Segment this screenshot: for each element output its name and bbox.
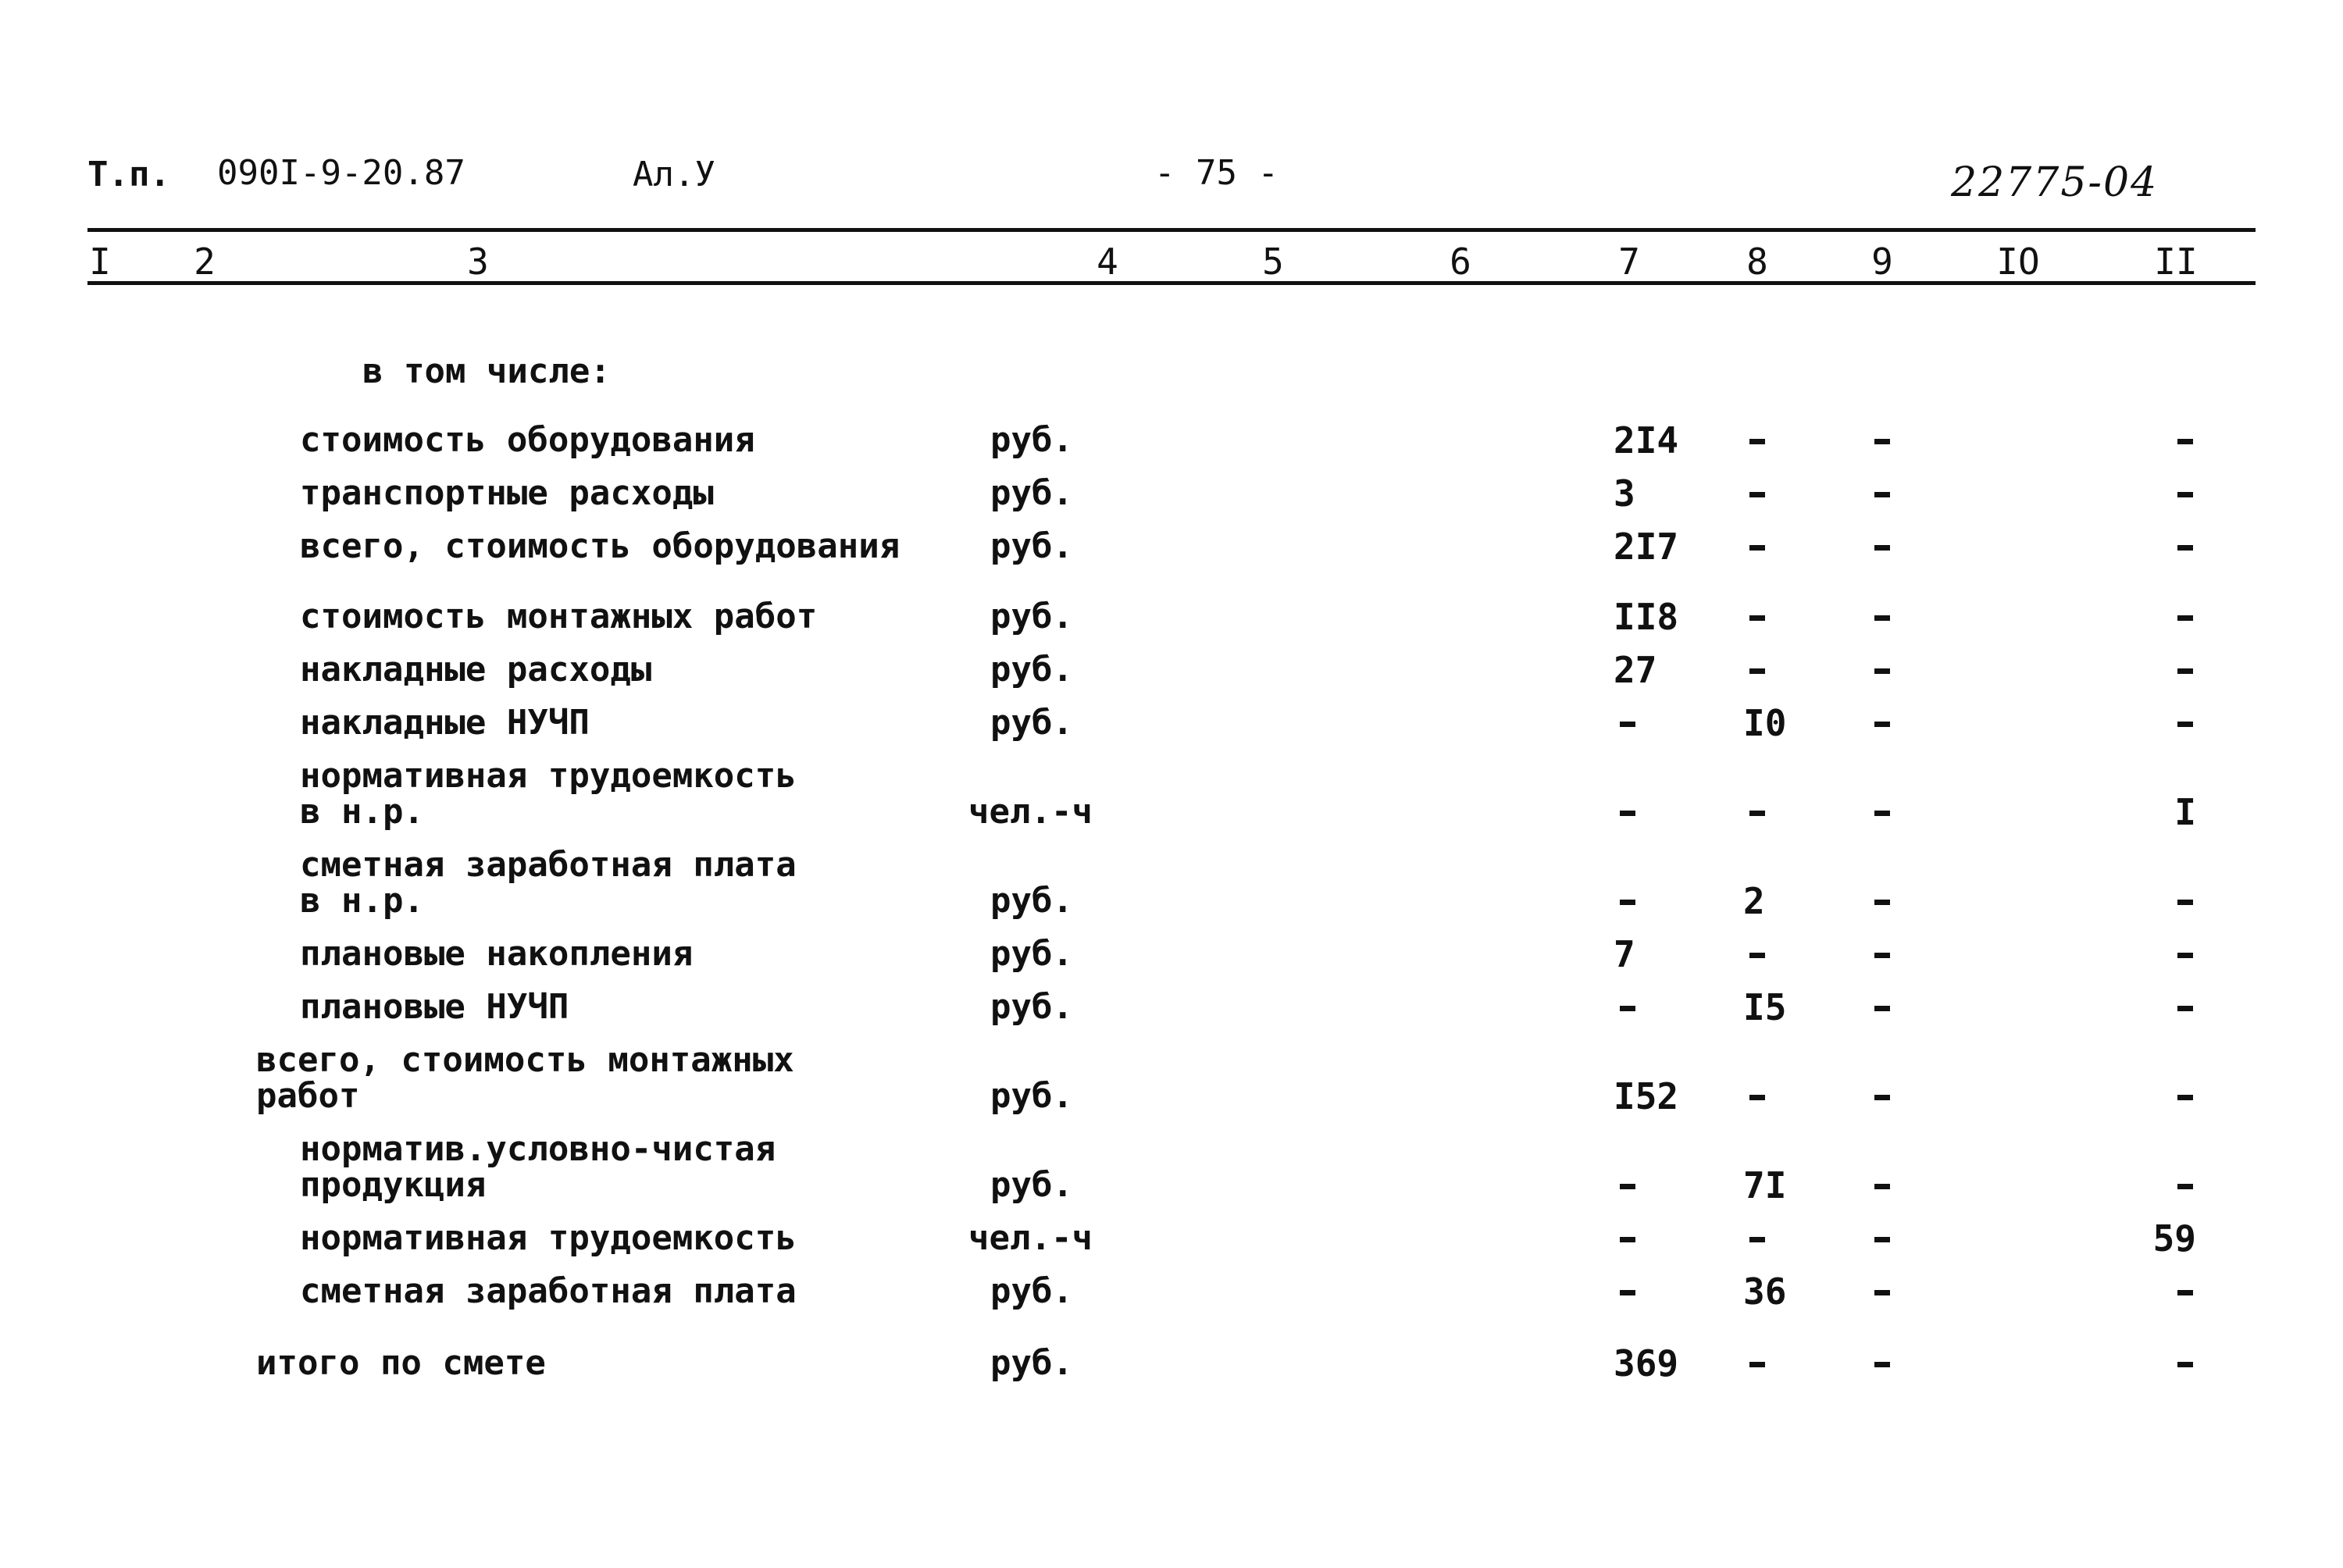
cell-col11 — [2177, 1362, 2193, 1367]
cell-col11 — [2177, 439, 2193, 444]
column-number: 4 — [1097, 241, 1118, 283]
column-number: IO — [1996, 241, 2040, 283]
cell-col8: I0 — [1743, 702, 1787, 744]
row-label: сметная заработная плата — [300, 845, 797, 885]
cell-col11 — [2177, 1184, 2193, 1189]
row-unit: руб. — [990, 881, 1073, 921]
cell-col7 — [1620, 811, 1635, 816]
cell-col7 — [1620, 1006, 1635, 1011]
cell-col9 — [1874, 615, 1890, 621]
row-label: накладные НУЧП — [300, 703, 590, 743]
row-label: плановые накопления — [300, 934, 694, 974]
row-label: работ — [256, 1076, 360, 1116]
row-label: плановые НУЧП — [300, 987, 569, 1027]
cell-col9 — [1874, 1237, 1890, 1242]
cell-col7 — [1620, 1290, 1635, 1295]
row-label: стоимость монтажных работ — [300, 597, 818, 636]
column-number: 8 — [1746, 241, 1768, 283]
row-unit: руб. — [990, 1271, 1073, 1311]
cell-col11 — [2177, 545, 2193, 551]
cell-col8: 2 — [1743, 880, 1765, 922]
row-unit: руб. — [990, 473, 1073, 513]
cell-col7: 27 — [1614, 649, 1657, 691]
column-number: 2 — [194, 241, 216, 283]
cell-col9 — [1874, 545, 1890, 551]
row-unit: руб. — [990, 934, 1073, 974]
section-label: в том числе: — [362, 351, 611, 391]
cell-col9 — [1874, 953, 1890, 958]
row-label: накладные расходы — [300, 650, 652, 690]
cell-col8 — [1749, 1095, 1765, 1100]
row-label: транспортные расходы — [300, 473, 714, 513]
header-top-rule — [87, 228, 2256, 232]
column-number: 3 — [467, 241, 489, 283]
cell-col7: 7 — [1614, 933, 1635, 975]
row-label: в н.р. — [300, 792, 424, 832]
row-unit: руб. — [990, 1076, 1073, 1116]
cell-col8 — [1749, 953, 1765, 958]
row-unit: руб. — [990, 420, 1073, 460]
row-label: норматив.условно-чистая — [300, 1129, 776, 1169]
cell-col8: I5 — [1743, 986, 1787, 1028]
row-label: итого по смете — [256, 1343, 546, 1383]
row-unit: руб. — [990, 526, 1073, 566]
column-number: II — [2154, 241, 2198, 283]
cell-col11: 59 — [2152, 1217, 2196, 1260]
cell-col9 — [1874, 668, 1890, 674]
cell-col11 — [2177, 953, 2193, 958]
doc-code: 090I-9-20.87 — [217, 153, 465, 193]
cell-col9 — [1874, 722, 1890, 727]
cell-col11 — [2177, 1095, 2193, 1100]
row-unit: чел.-ч — [968, 1218, 1093, 1258]
cell-col8 — [1749, 439, 1765, 444]
cell-col9 — [1874, 439, 1890, 444]
cell-col9 — [1874, 1184, 1890, 1189]
cell-col9 — [1874, 1362, 1890, 1367]
cell-col8 — [1749, 492, 1765, 497]
cell-col11 — [2177, 1290, 2193, 1295]
column-number: 9 — [1871, 241, 1893, 283]
row-label: всего, стоимость монтажных — [256, 1040, 794, 1080]
cell-col7: II8 — [1614, 596, 1679, 638]
cell-col8 — [1749, 545, 1765, 551]
row-label: в н.р. — [300, 881, 424, 921]
cell-col7: 369 — [1614, 1342, 1679, 1384]
cell-col8 — [1749, 615, 1765, 621]
cell-col7 — [1620, 722, 1635, 727]
cell-col9 — [1874, 1290, 1890, 1295]
page-number: - 75 - — [1154, 153, 1278, 193]
cell-col8: 36 — [1743, 1270, 1787, 1313]
row-unit: руб. — [990, 987, 1073, 1027]
row-label: нормативная трудоемкость — [300, 1218, 797, 1258]
row-label: стоимость оборудования — [300, 420, 755, 460]
doc-prefix: Т.п. — [87, 155, 170, 194]
cell-col7: 2I7 — [1614, 526, 1679, 568]
cell-col11 — [2177, 900, 2193, 905]
album-label: Ал.У — [633, 155, 715, 194]
row-unit: руб. — [990, 650, 1073, 690]
cell-col7: 3 — [1614, 472, 1635, 515]
column-number: I — [89, 241, 111, 283]
row-label: продукция — [300, 1165, 487, 1205]
cell-col9 — [1874, 900, 1890, 905]
row-unit: руб. — [990, 597, 1073, 636]
cell-col9 — [1874, 492, 1890, 497]
cell-col8 — [1749, 668, 1765, 674]
cell-col8 — [1749, 1362, 1765, 1367]
row-label: нормативная трудоемкость — [300, 756, 797, 796]
cell-col7: 2I4 — [1614, 419, 1679, 461]
row-label: сметная заработная плата — [300, 1271, 797, 1311]
cell-col7 — [1620, 1184, 1635, 1189]
cell-col7 — [1620, 1237, 1635, 1242]
cell-col11: I — [2174, 791, 2196, 833]
cell-col11 — [2177, 722, 2193, 727]
row-unit: руб. — [990, 703, 1073, 743]
row-label: всего, стоимость оборудования — [300, 526, 900, 566]
handwritten-document-id: 22775-04 — [1951, 159, 2159, 206]
column-number: 7 — [1618, 241, 1640, 283]
cell-col11 — [2177, 668, 2193, 674]
cell-col8 — [1749, 1237, 1765, 1242]
cell-col7: I52 — [1614, 1075, 1679, 1117]
cell-col8 — [1749, 811, 1765, 816]
header-bottom-rule — [87, 281, 2256, 285]
row-unit: чел.-ч — [968, 792, 1093, 832]
cell-col9 — [1874, 1006, 1890, 1011]
cell-col9 — [1874, 811, 1890, 816]
column-number: 6 — [1450, 241, 1471, 283]
cell-col11 — [2177, 492, 2193, 497]
cell-col7 — [1620, 900, 1635, 905]
cell-col9 — [1874, 1095, 1890, 1100]
row-unit: руб. — [990, 1165, 1073, 1205]
cell-col8: 7I — [1743, 1164, 1787, 1206]
column-number: 5 — [1262, 241, 1284, 283]
cell-col11 — [2177, 1006, 2193, 1011]
cell-col11 — [2177, 615, 2193, 621]
row-unit: руб. — [990, 1343, 1073, 1383]
